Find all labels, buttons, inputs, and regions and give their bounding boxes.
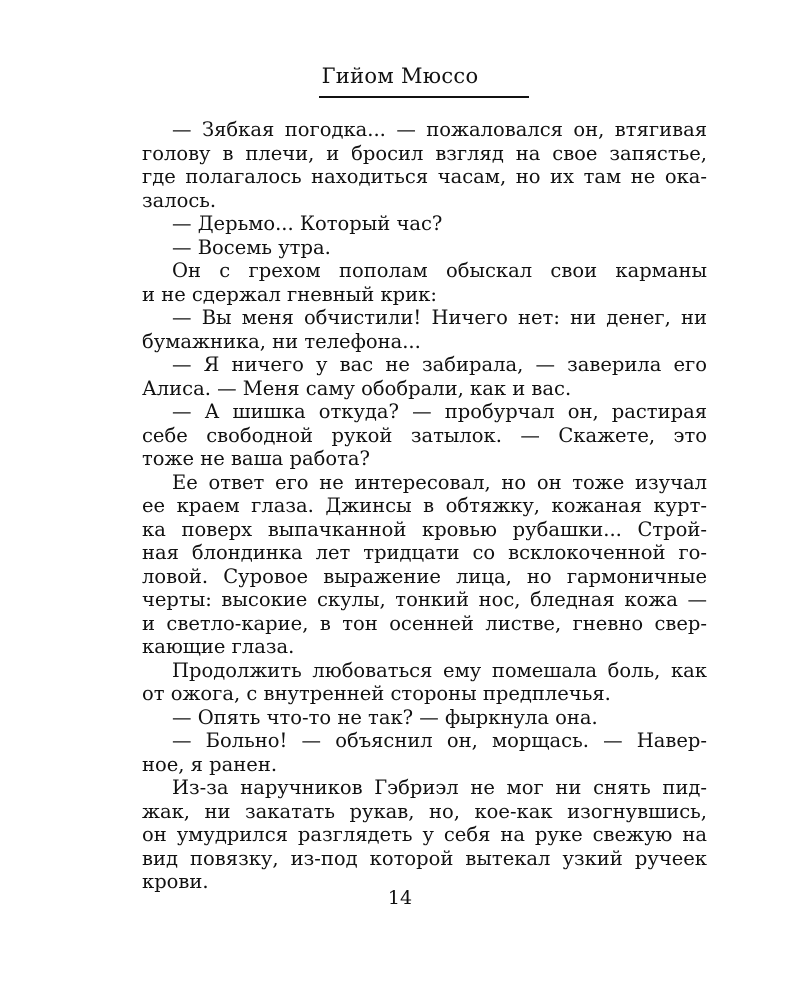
text-line: и не сдержал гневный крик: xyxy=(142,282,437,306)
text-line: — Восемь утра. xyxy=(172,235,331,259)
text-line: где полагалось находиться часам, но их там не ока- xyxy=(142,165,707,188)
text-line: крови. xyxy=(142,870,209,893)
text-line: бумажника, ни телефона... xyxy=(142,329,421,353)
text-line: — Я ничего у вас не забирала, — заверила его xyxy=(172,353,707,376)
page-number: 14 xyxy=(387,887,413,909)
text-line: Из-за наручников Гэбриэл не мог ни снять пид- xyxy=(172,776,707,799)
text-line: ная блондинка лет тридцати со всклокоченной го- xyxy=(142,541,707,564)
text-line: Он с грехом пополам обыскал свои карманы xyxy=(172,259,707,282)
text-line: ка поверх выпачканной кровью рубашки... Строй- xyxy=(142,517,707,541)
running-header-author: Гийом Мюссо xyxy=(321,64,479,88)
text-line: жак, ни закатать рукав, но, кое-как изогнувшись, xyxy=(142,799,707,823)
text-line: — А шишка откуда? — пробурчал он, растирая xyxy=(172,400,707,423)
header-rule xyxy=(319,96,529,98)
text-line: — Вы меня обчистили! Ничего нет: ни денег, ни xyxy=(172,306,707,329)
text-line: от ожога, с внутренней стороны предплечья. xyxy=(142,682,611,705)
text-line: голову в плечи, и бросил взгляд на свое запястье, xyxy=(142,141,707,165)
text-line: — Зябкая погодка... — пожаловался он, втягивая xyxy=(172,118,707,141)
text-line: — Дерьмо... Который час? xyxy=(172,212,443,235)
text-line: вид повязку, из-под которой вытекал узкий ручеек xyxy=(142,846,707,870)
text-line: черты: высокие скулы, тонкий нос, бледная кожа — xyxy=(142,588,707,611)
text-line: ное, я ранен. xyxy=(142,752,278,776)
text-line: он умудрился разглядеть у себя на руке свежую на xyxy=(142,823,707,846)
body-text xyxy=(142,118,707,894)
text-line: Ее ответ его не интересовал, но он тоже изучал xyxy=(172,470,707,494)
text-line: себе свободной рукой затылок. — Скажете, это xyxy=(142,423,707,447)
text-line: ее краем глаза. Джинсы в обтяжку, кожаная курт- xyxy=(142,494,707,517)
text-line: Продолжить любоваться ему помешала боль, как xyxy=(172,658,707,682)
text-line: тоже не ваша работа? xyxy=(142,447,370,470)
text-line: ловой. Суровое выражение лица, но гармоничные xyxy=(142,564,707,588)
text-line: — Больно! — объяснил он, морщась. — Навер- xyxy=(172,729,707,752)
text-line: кающие глаза. xyxy=(142,635,295,658)
text-line: и светло-карие, в тон осенней листве, гневно свер- xyxy=(142,611,707,635)
text-line: — Опять что-то не так? — фыркнула она. xyxy=(172,705,598,729)
text-line: Алиса. — Меня саму обобрали, как и вас. xyxy=(142,376,572,400)
text-line: залось. xyxy=(142,188,217,212)
